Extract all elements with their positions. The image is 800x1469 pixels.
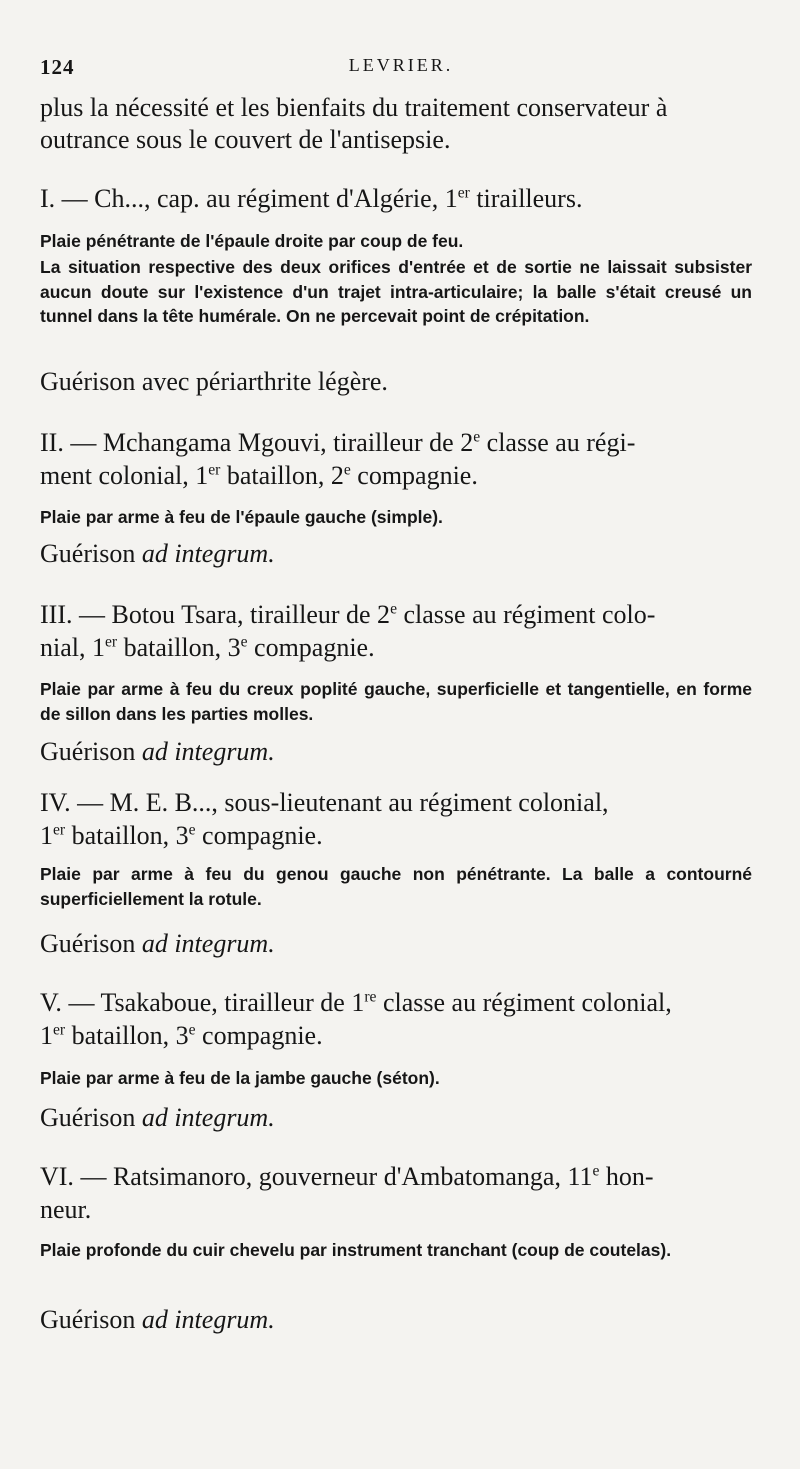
case-1-heading [40,182,752,215]
case-5-heading-battalion: bataillon, 3 [65,1021,189,1050]
case-5-heading-mid: classe au régiment colonial, [376,988,672,1017]
case-6-result-text: Guérison [40,1305,142,1334]
case-2-heading-line-2: ment colonial, 1 [40,461,209,490]
case-6-result [40,1304,752,1336]
case-6-detail: Plaie profonde du cuir chevelu par instrument tranchant (coup de coutelas). [40,1240,672,1260]
case-2-sup-1: e [473,428,481,446]
case-2-heading-mid: classe au régi- [480,428,636,457]
case-1-heading-end: tirailleurs. [469,184,583,213]
case-3-sup-2: er [105,633,118,651]
case-2-heading-text: — Mchangama Mgouvi, tirailleur de 2 [70,428,474,457]
case-2-detail: Plaie par arme à feu de l'épaule gauche (simple). [40,507,443,527]
intro-line-2: outrance sous le couvert de l'antisepsie. [40,125,451,154]
case-6-result-latin: ad integrum. [141,1305,275,1334]
case-5-sup-1: re [364,988,377,1006]
case-1-result: Guérison avec périarthrite légère. [40,367,388,396]
case-4-sup-1: er [53,821,66,839]
case-4-numeral: IV. [40,788,71,817]
case-5-result-latin: ad integrum. [141,1103,275,1132]
case-5-sup-2: er [53,1021,66,1039]
case-3-numeral: III. [40,600,73,629]
case-3-detail: Plaie par arme à feu du creux poplité gauche, superficielle et tangentielle, en forme de sillon dans les parties molles. [40,679,752,724]
case-3-heading-text: — Botou Tsara, tirailleur de 2 [78,600,391,629]
case-5-sup-3: e [188,1021,196,1039]
intro-line-1: plus la nécessité et les bienfaits du traitement conservateur à [40,93,668,122]
case-2-sup-2: er [208,461,221,479]
case-5-detail: Plaie par arme à feu de la jambe gauche (séton). [40,1068,440,1088]
case-3-result [40,736,752,768]
case-2-heading-battalion: bataillon, 2 [220,461,344,490]
case-3-sup-1: e [390,600,397,618]
case-5-heading-end: compagnie. [195,1021,323,1050]
case-6-sup: e [592,1162,600,1180]
case-5-result [40,1102,752,1134]
case-3-heading-battalion: bataillon, 3 [117,633,241,662]
case-4-heading-battalion: bataillon, 3 [65,821,189,850]
case-3-result-latin: ad integrum. [141,737,275,766]
case-5-heading-text: — Tsakaboue, tirailleur de 1 [68,988,365,1017]
case-6-numeral: VI. [40,1162,74,1191]
case-1-numeral: I. [40,184,56,213]
case-1-detail-2: La situation respective des deux orifices d'entrée et de sortie ne laissait subsister aucun doute sur l'existence d'un trajet intra-articulaire; la balle s'était creusé un tunnel dans la tête humérale. On ne percevait point de crépitation. [40,257,752,326]
case-6-heading [40,1160,752,1226]
case-3-heading [40,598,752,664]
case-1-sup: er [457,184,470,202]
case-1-detail: Plaie pénétrante de l'épaule droite par coup de feu. [40,231,464,251]
page-number: 124 [40,55,75,79]
case-4-heading-end: compagnie. [195,821,323,850]
case-4-heading [40,786,752,852]
case-5-heading-line-2: 1 [40,1021,53,1050]
page-header [40,55,762,85]
case-4-result [40,928,752,960]
case-2-heading-end: compagnie. [350,461,478,490]
case-2-result-text: Guérison [40,539,142,568]
case-6-heading-end: hon- [599,1162,654,1191]
case-2-numeral: II. [40,428,64,457]
case-2-heading [40,426,752,492]
running-title: LEVRIER. [348,55,454,75]
case-4-detail: Plaie par arme à feu du genou gauche non pénétrante. La balle a contourné superficiellement la rotule. [40,864,752,909]
case-4-heading-text: — M. E. B..., sous-lieutenant au régiment colonial, [77,788,609,817]
case-3-heading-line-2: nial, 1 [40,633,105,662]
case-2-result [40,538,752,570]
case-6-heading-text: — Ratsimanoro, gouverneur d'Ambatomanga, 11 [80,1162,593,1191]
case-4-result-latin: ad integrum. [141,929,275,958]
case-4-result-text: Guérison [40,929,142,958]
case-4-heading-line-2: 1 [40,821,53,850]
case-1-heading-text: — Ch..., cap. au régiment d'Algérie, 1 [61,184,458,213]
case-5-numeral: V. [40,988,62,1017]
case-6-heading-line-2: neur. [40,1195,92,1224]
case-3-result-text: Guérison [40,737,142,766]
case-2-result-latin: ad integrum. [141,539,275,568]
case-3-heading-end: compagnie. [247,633,375,662]
case-3-sup-3: e [240,633,248,651]
case-5-result-text: Guérison [40,1103,142,1132]
case-5-heading [40,986,752,1052]
intro-paragraph [40,92,752,156]
case-3-heading-mid: classe au régiment colo- [396,600,656,629]
case-4-sup-2: e [188,821,196,839]
case-2-sup-3: e [343,461,351,479]
